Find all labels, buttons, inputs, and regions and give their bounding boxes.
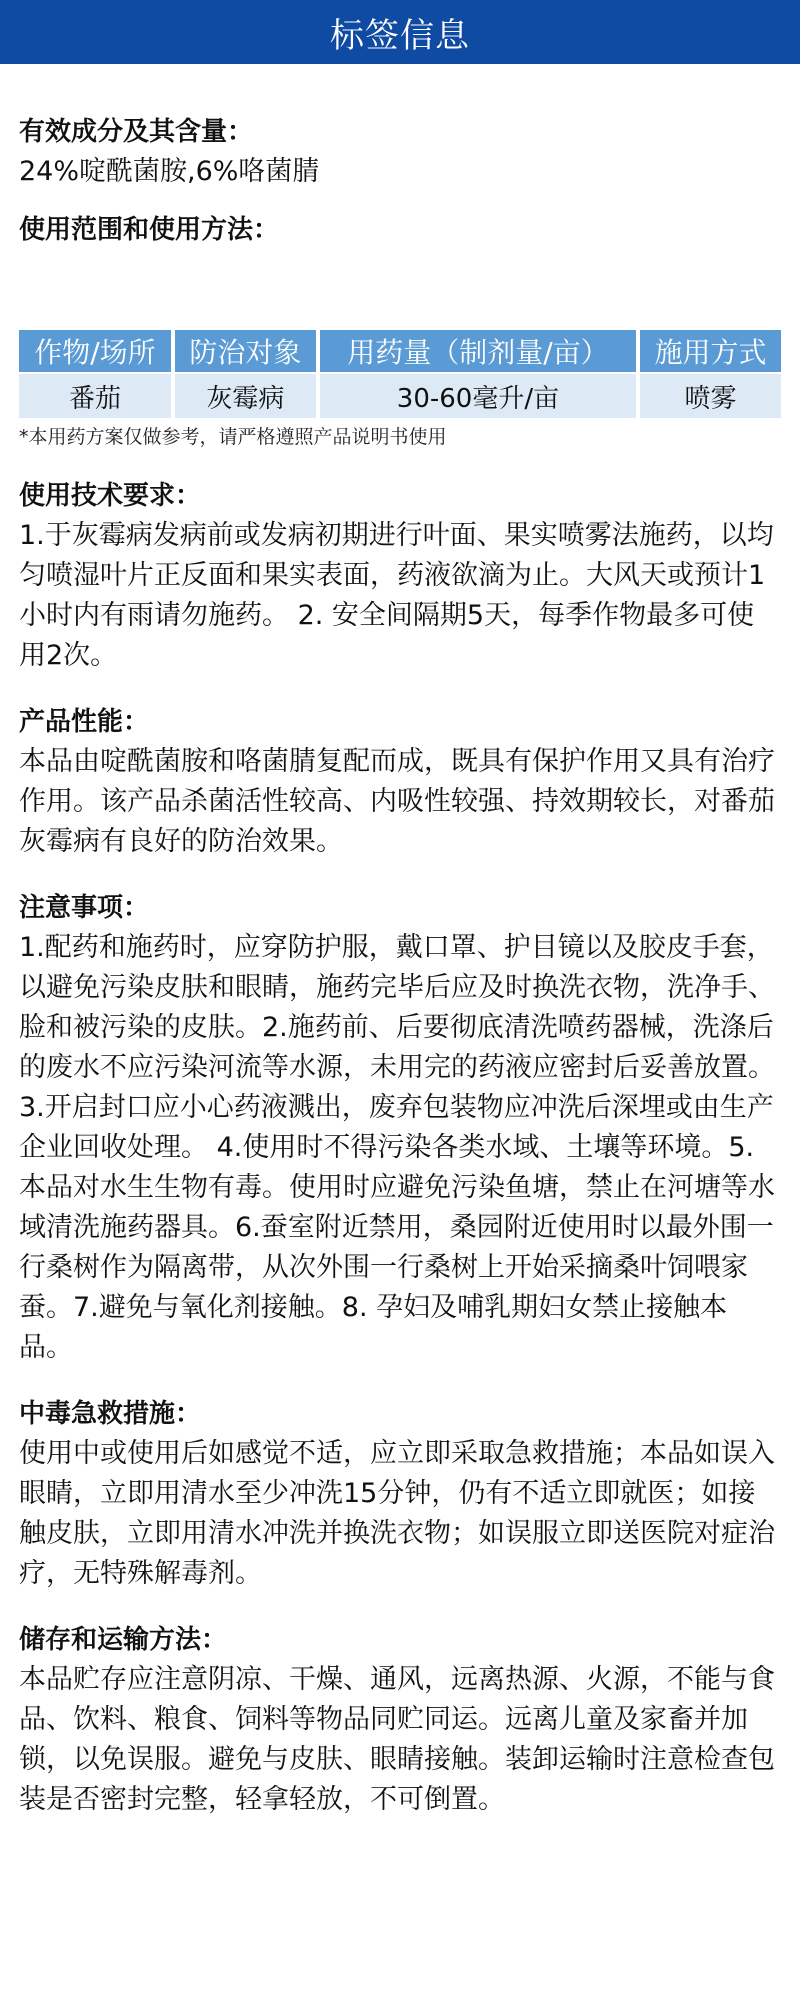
precautions-heading: 注意事项： [19, 893, 150, 923]
usage-table-header-row [19, 330, 781, 372]
table-row [19, 374, 781, 418]
performance-heading: 产品性能： [19, 707, 150, 737]
column-header-method: 施用方式 [640, 330, 781, 372]
column-header-crop: 作物/场所 [19, 330, 171, 372]
first-aid-body: 使用中或使用后如感觉不适，应立即采取急救措施；本品如误入眼睛，立即用清水至少冲洗15分钟，仍有不适立即就医；如接触皮肤，立即用清水冲洗并换洗衣物；如误服立即送医院对症治疗，无特殊解毒剂。 [19, 1438, 775, 1589]
ingredients-heading: 有效成分及其含量： [19, 117, 254, 147]
storage-body: 本品贮存应注意阴凉、干燥、通风，远离热源、火源，不能与食品、饮料、粮食、饲料等物品同贮同运。远离儿童及家畜并加锁，以免误服。避免与皮肤、眼睛接触。装卸运输时注意检查包装是否密封完整，轻拿轻放，不可倒置。 [19, 1664, 775, 1815]
column-header-target: 防治对象 [175, 330, 316, 372]
technical-heading: 使用技术要求： [19, 481, 202, 511]
usage-table [15, 328, 785, 420]
technical-body: 1.于灰霉病发病前或发病初期进行叶面、果实喷雾法施药，以均匀喷湿叶片正反面和果实表面，药液欲滴为止。大风天或预计1小时内有雨请勿施药。 2. 安全间隔期5天，每季作物最多可使用2次。 [19, 520, 774, 671]
cell-dosage: 30-60毫升/亩 [320, 374, 636, 418]
cell-method: 喷雾 [640, 374, 781, 418]
label-content [0, 114, 800, 1820]
first-aid-heading: 中毒急救措施： [19, 1399, 202, 1429]
precautions-body: 1.配药和施药时，应穿防护服，戴口罩、护目镜以及胶皮手套，以避免污染皮肤和眼睛，施药完毕后应及时换洗衣物，洗净手、脸和被污染的皮肤。2.施药前、后要彻底清洗喷药器械，洗涤后的废水不应污染河流等水源，未用完的药液应密封后妥善放置。3.开启封口应小心药液溅出，废弃包装物应冲洗后深埋或由生产企业回收处理。 4.使用时不得污染各类水域、土壤等环境。5.本品对水生生物有毒。使用时应避免污染鱼塘，禁止在河塘等水域清洗施药器具。6.蚕室附近禁用，桑园附近使用时以最外围一行桑树作为隔离带，从次外围一行桑树上开始采摘桑叶饲喂家蚕。7.避免与氧化剂接触。8. 孕妇及哺乳期妇女禁止接触本品。 [19, 932, 775, 1363]
usage-heading: 使用范围和使用方法： [19, 215, 280, 245]
usage-footnote: *本用药方案仅做参考，请严格遵照产品说明书使用 [19, 426, 447, 448]
ingredients-value: 24%啶酰菌胺,6%咯菌腈 [19, 156, 320, 187]
cell-crop: 番茄 [19, 374, 171, 418]
page-title: 标签信息 [330, 15, 470, 56]
column-header-dosage: 用药量（制剂量/亩） [320, 330, 636, 372]
performance-body: 本品由啶酰菌胺和咯菌腈复配而成，既具有保护作用又具有治疗作用。该产品杀菌活性较高、内吸性较强、持效期较长，对番茄灰霉病有良好的防治效果。 [19, 746, 775, 857]
header-bar [0, 0, 800, 64]
cell-target: 灰霉病 [175, 374, 316, 418]
storage-heading: 储存和运输方法： [19, 1625, 228, 1655]
